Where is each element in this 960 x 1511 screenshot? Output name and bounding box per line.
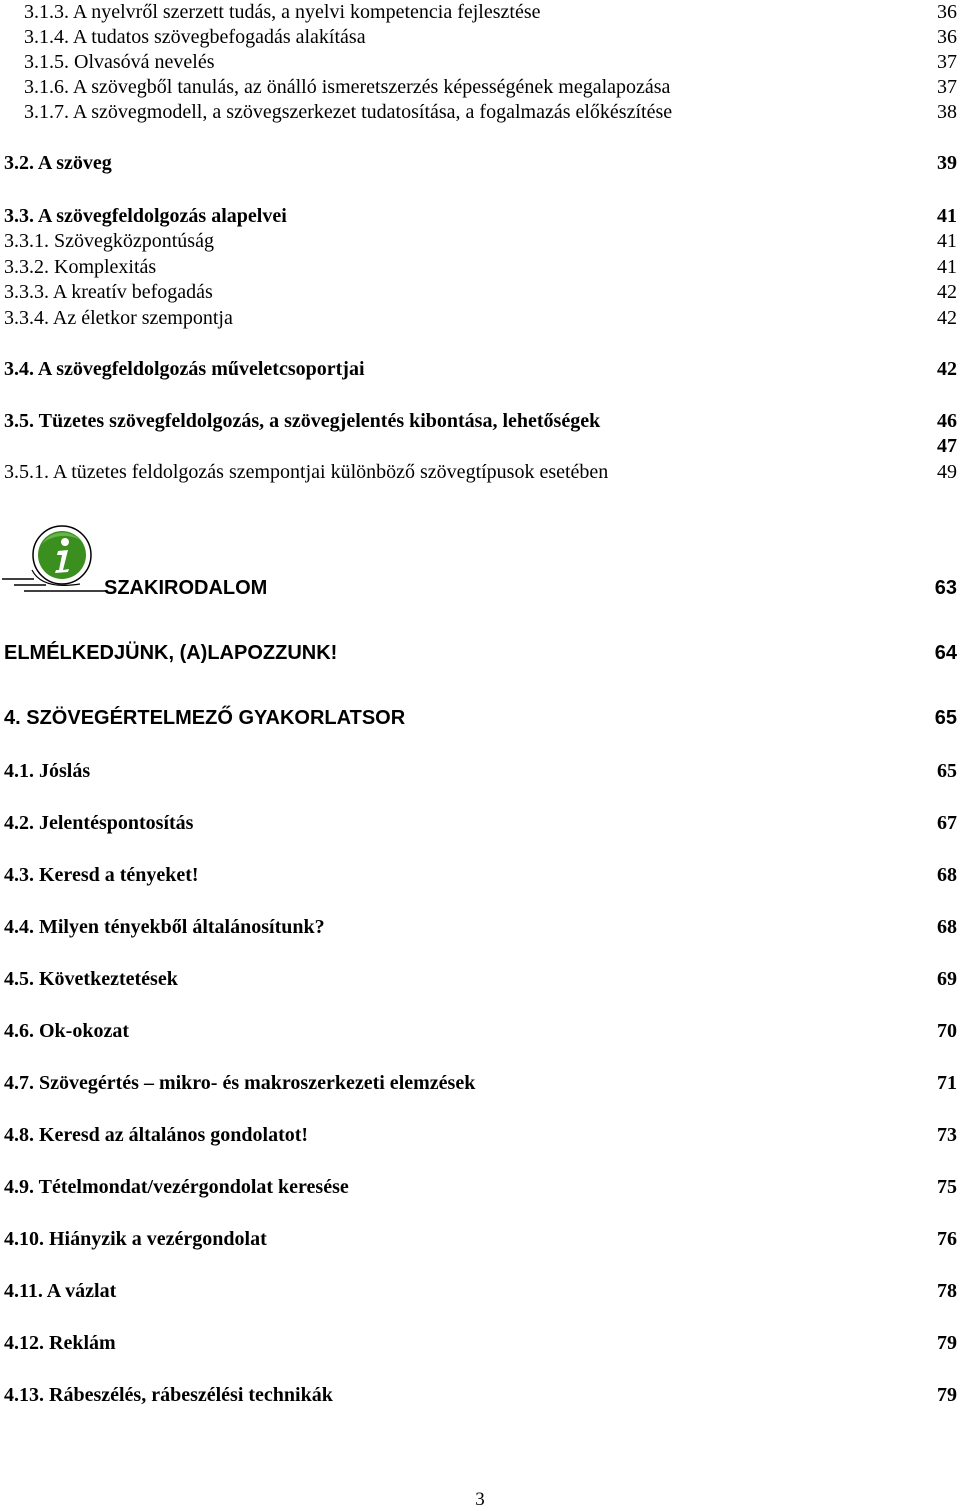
toc-entry-title: 4.6. Ok-okozat: [4, 1020, 129, 1042]
toc-entry[interactable]: [0, 280, 960, 306]
toc-entry-page: 46: [937, 410, 957, 432]
toc-entry[interactable]: [0, 1331, 960, 1357]
toc-entry-page: 42: [937, 307, 957, 329]
toc-entry-title: 4.13. Rábeszélés, rábeszélési technikák: [4, 1384, 333, 1406]
toc-entry-continuation: [0, 434, 960, 460]
toc-entry-title: 3.1.3. A nyelvről szerzett tudás, a nyelvi kompetencia fejlesztése: [24, 1, 541, 23]
toc-entry[interactable]: [0, 100, 960, 126]
toc-entry[interactable]: [0, 25, 960, 51]
toc-entry[interactable]: [0, 151, 960, 177]
toc-entry-page: 63: [934, 577, 957, 599]
toc-entry-title: 4.4. Milyen tényekből általánosítunk?: [4, 916, 325, 938]
toc-entry-title: 4.5. Következtetések: [4, 968, 178, 990]
toc-entry-page: 70: [937, 1020, 957, 1042]
toc-entry-page: 65: [937, 760, 957, 782]
toc-entry-title: 4.7. Szövegértés – mikro- és makroszerkezeti elemzések: [4, 1072, 476, 1094]
toc-entry[interactable]: [0, 50, 960, 76]
toc-entry[interactable]: [0, 863, 960, 889]
toc-entry-title: 4.9. Tételmondat/vezérgondolat keresése: [4, 1176, 349, 1198]
toc-entry[interactable]: [0, 0, 960, 26]
toc-entry-page: 47: [937, 435, 957, 457]
toc-entry-page: 36: [937, 1, 957, 23]
toc-entry-page: 71: [937, 1072, 957, 1094]
toc-entry-page: 39: [937, 152, 957, 174]
toc-entry-title: 3.5. Tüzetes szövegfeldolgozás, a szövegjelentés kibontása, lehetőségek: [4, 410, 601, 432]
page-number: 3: [475, 1489, 485, 1510]
toc-entry[interactable]: [0, 1175, 960, 1201]
toc-entry-title: 3.5.1. A tüzetes feldolgozás szempontjai különböző szövegtípusok esetében: [4, 461, 609, 483]
toc-entry-title: SZAKIRODALOM: [104, 577, 268, 599]
toc-entry[interactable]: [0, 915, 960, 941]
toc-entry-title: 3.3.1. Szövegközpontúság: [4, 230, 214, 252]
toc-entry-page: 64: [934, 642, 957, 664]
toc-entry-page: 68: [937, 916, 957, 938]
toc-entry[interactable]: [0, 229, 960, 255]
toc-entry[interactable]: [0, 75, 960, 101]
toc-entry-page: 65: [934, 707, 957, 729]
toc-entry-page: 41: [937, 256, 957, 278]
toc-entry-title: 3.1.7. A szövegmodell, a szövegszerkezet tudatosítása, a fogalmazás előkészítése: [24, 101, 673, 123]
toc-entry-page: 78: [937, 1280, 957, 1302]
toc-entry-page: 37: [937, 76, 957, 98]
toc-entry[interactable]: [0, 1019, 960, 1045]
toc-entry-page: 79: [937, 1332, 957, 1354]
toc-entry-page: 37: [937, 51, 957, 73]
toc-entry-page: 79: [937, 1384, 957, 1406]
toc-entry-title: 4.2. Jelentéspontosítás: [4, 812, 194, 834]
toc-entry-title: 3.3. A szövegfeldolgozás alapelvei: [4, 205, 287, 227]
toc-entry[interactable]: [0, 409, 960, 435]
toc-entry-page: 67: [937, 812, 957, 834]
toc-entry-title: 3.3.3. A kreatív befogadás: [4, 281, 213, 303]
toc-entry-title: 3.2. A szöveg: [4, 152, 112, 174]
toc-entry[interactable]: [0, 1123, 960, 1149]
toc-entry[interactable]: [0, 706, 960, 732]
toc-entry-title: 3.1.4. A tudatos szövegbefogadás alakítása: [24, 26, 366, 48]
toc-entry[interactable]: [0, 1279, 960, 1305]
toc-entry-title: 4.8. Keresd az általános gondolatot!: [4, 1124, 309, 1146]
toc-entry-page: 41: [937, 205, 957, 227]
toc-entry-page: 36: [937, 26, 957, 48]
toc-entry-title: 4.12. Reklám: [4, 1332, 116, 1354]
toc-entry[interactable]: [0, 641, 960, 667]
toc-entry[interactable]: [0, 811, 960, 837]
toc-entry-title: 3.4. A szövegfeldolgozás műveletcsoportjai: [4, 358, 365, 380]
toc-entry-page: 49: [937, 461, 957, 483]
toc-entry-page: 42: [937, 358, 957, 380]
toc-entry[interactable]: [0, 357, 960, 383]
toc-entry-page: 69: [937, 968, 957, 990]
toc-entry-title: 4.1. Jóslás: [4, 760, 91, 782]
toc-entry-page: 76: [937, 1228, 957, 1250]
toc-entry[interactable]: [0, 306, 960, 332]
toc-entry[interactable]: [0, 1383, 960, 1409]
toc-entry-title: 3.1.6. A szövegből tanulás, az önálló ismeretszerzés képességének megalapozása: [24, 76, 671, 98]
toc-entry[interactable]: [0, 1227, 960, 1253]
toc-entry[interactable]: [0, 204, 960, 230]
toc-entry-title: 3.3.4. Az életkor szempontja: [4, 307, 233, 329]
toc-entry-title: 3.1.5. Olvasóvá nevelés: [24, 51, 215, 73]
toc-entry-page: 38: [937, 101, 957, 123]
toc-entry[interactable]: [0, 1071, 960, 1097]
toc-entry[interactable]: [0, 576, 960, 602]
toc-entry-title: 4.10. Hiányzik a vezérgondolat: [4, 1228, 267, 1250]
toc-entry[interactable]: [0, 255, 960, 281]
toc-entry[interactable]: [0, 460, 960, 486]
toc-entry-page: 41: [937, 230, 957, 252]
toc-entry-title: 4.3. Keresd a tényeket!: [4, 864, 199, 886]
toc-entry-title: 4.11. A vázlat: [4, 1280, 117, 1302]
toc-entry[interactable]: [0, 759, 960, 785]
toc-entry-title: ELMÉLKEDJÜNK, (A)LAPOZZUNK!: [4, 642, 338, 664]
toc-entry-page: 68: [937, 864, 957, 886]
toc-entry[interactable]: [0, 967, 960, 993]
toc-entry-page: 75: [937, 1176, 957, 1198]
toc-entry-title: 4. SZÖVEGÉRTELMEZŐ GYAKORLATSOR: [4, 707, 406, 729]
toc-entry-page: 73: [937, 1124, 957, 1146]
toc-entry-page: 42: [937, 281, 957, 303]
toc-entry-title: 3.3.2. Komplexitás: [4, 256, 157, 278]
